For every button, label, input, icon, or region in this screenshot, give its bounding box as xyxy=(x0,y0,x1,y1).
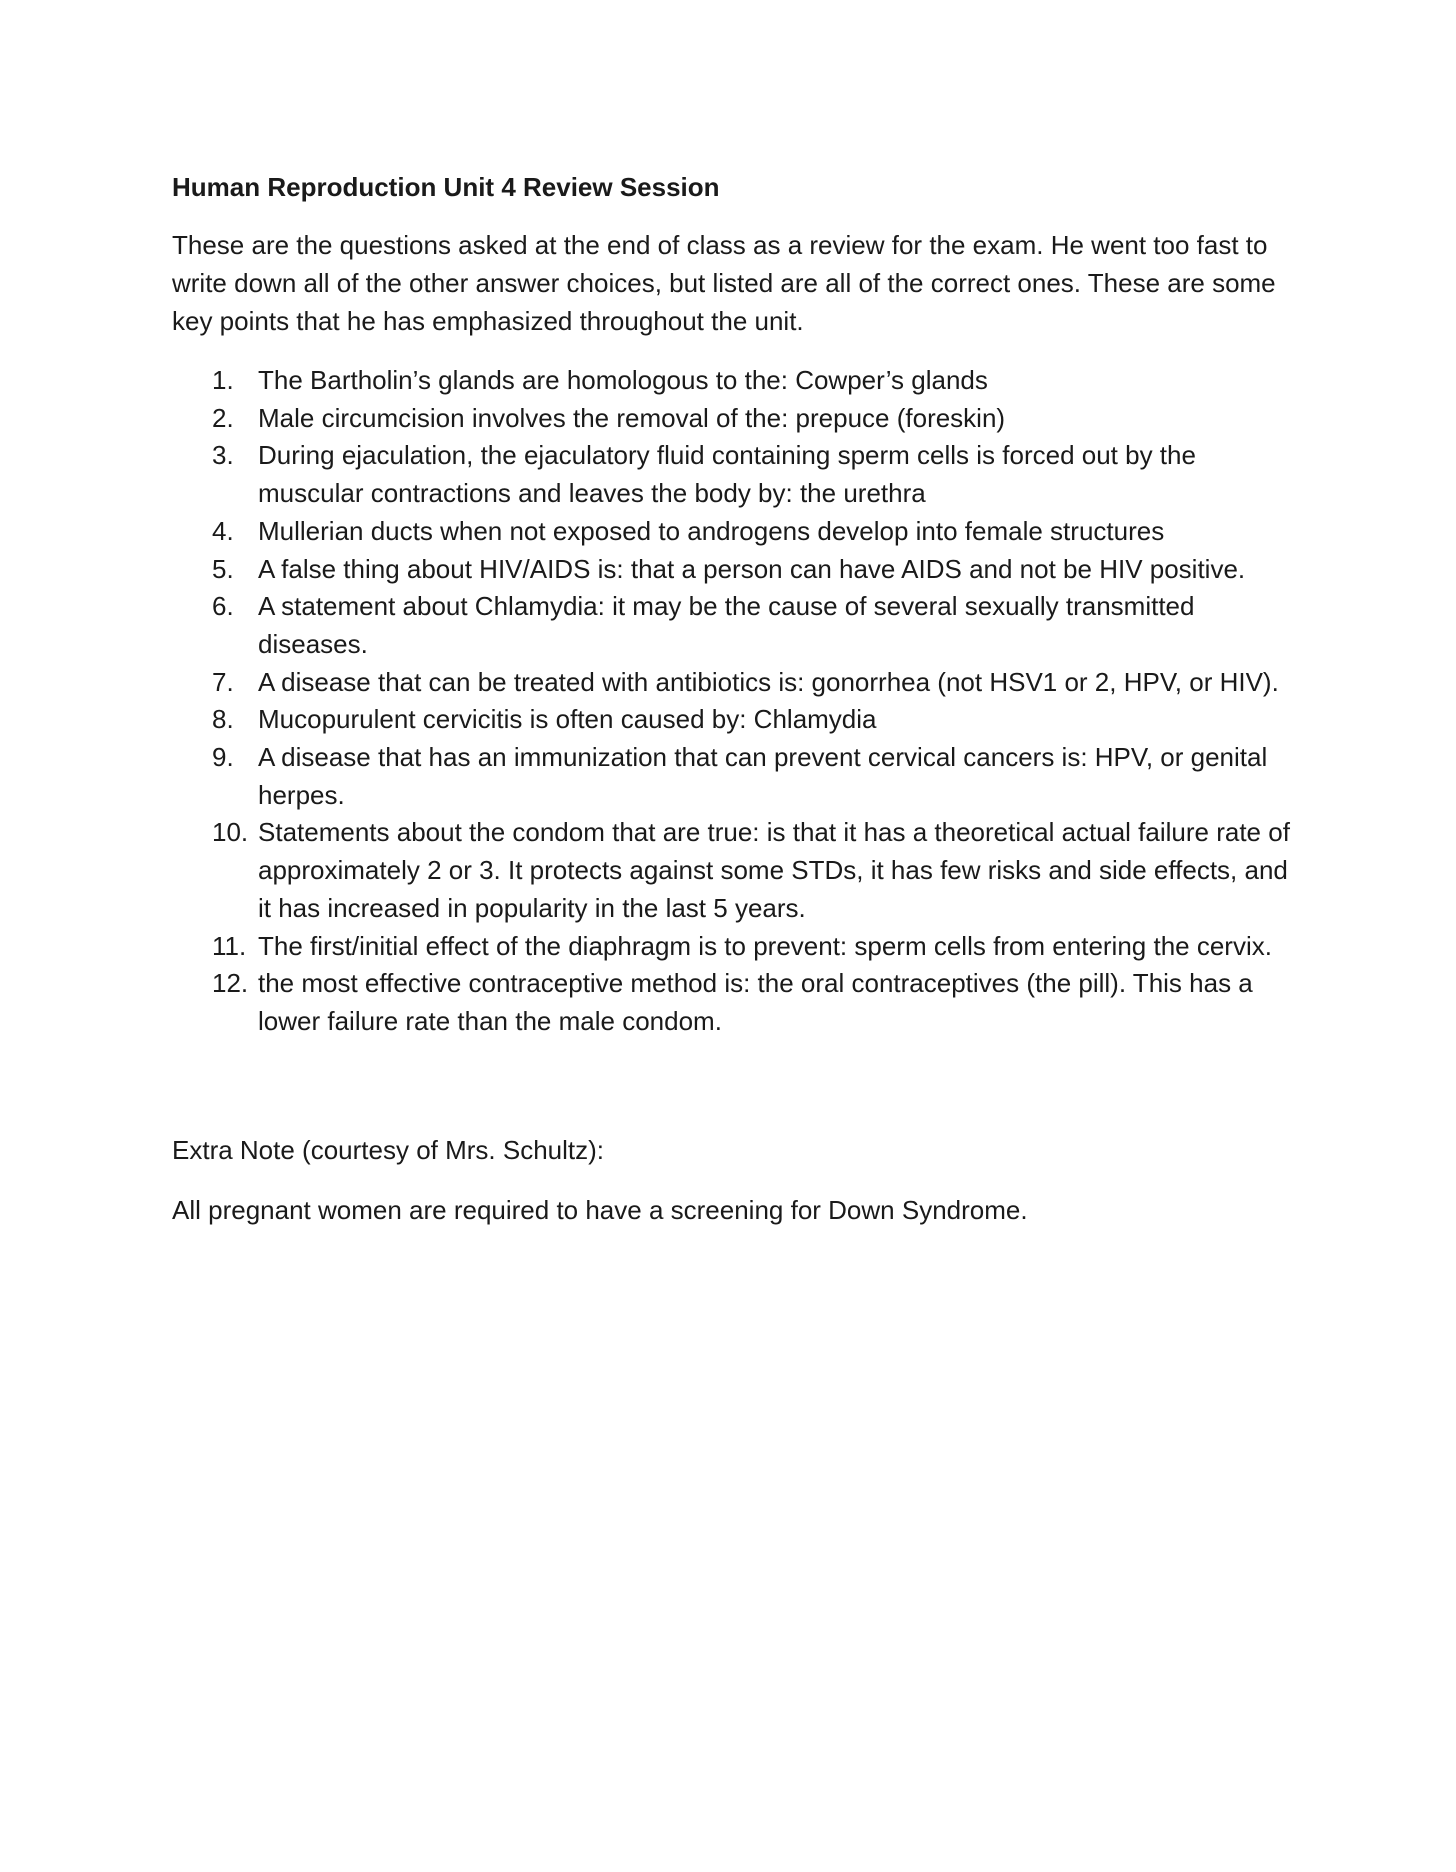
list-item xyxy=(172,965,1292,1040)
list-item xyxy=(172,739,1292,814)
list-item-number: 3. xyxy=(212,440,234,471)
list-item-text: Statements about the condom that are true: is that it has a theoretical actual failure rate of approximately 2 or 3. It protects against some STDs, it has few risks and side effects, and it has increased in popularity in the last 5 years. xyxy=(258,817,1290,923)
list-item-text: The Bartholin’s glands are homologous to the: Cowper’s glands xyxy=(258,365,988,395)
list-item-text: A statement about Chlamydia: it may be the cause of several sexually transmitted diseases. xyxy=(258,591,1195,659)
list-item xyxy=(172,513,1292,551)
list-item xyxy=(172,814,1292,927)
document-title: Human Reproduction Unit 4 Review Session xyxy=(172,172,720,202)
intro-paragraph: These are the questions asked at the end of class as a review for the exam. He went too fast to write down all of the other answer choices, but listed are all of the correct ones. These are some key points that he has emphasized throughout the unit. xyxy=(172,230,1276,336)
list-item xyxy=(172,551,1292,589)
list-item-text: the most effective contraceptive method is: the oral contraceptives (the pill). This has a lower failure rate than the male condom. xyxy=(258,968,1253,1036)
extra-note-heading: Extra Note (courtesy of Mrs. Schultz): xyxy=(172,1134,605,1165)
document-page xyxy=(172,168,1292,1229)
list-item-text: A disease that can be treated with antibiotics is: gonorrhea (not HSV1 or 2, HPV, or HIV). xyxy=(258,666,1279,697)
list-item-number: 9. xyxy=(212,742,234,773)
list-item xyxy=(172,928,1292,966)
list-item-number: 10. xyxy=(212,817,249,848)
list-item-text: During ejaculation, the ejaculatory fluid containing sperm cells is forced out by the muscular contractions and leaves the body by: the urethra xyxy=(258,440,1196,509)
list-item xyxy=(172,588,1292,663)
list-item xyxy=(172,701,1292,739)
list-item-text: Mullerian ducts when not exposed to androgens develop into female structures xyxy=(258,515,1165,546)
list-item-number: 7. xyxy=(212,666,234,697)
list-item-number: 12. xyxy=(212,968,249,999)
list-item-text: Mucopurulent cervicitis is often caused by: Chlamydia xyxy=(258,704,877,735)
list-item-text: A false thing about HIV/AIDS is: that a person can have AIDS and not be HIV positive. xyxy=(258,553,1246,584)
list-item-number: 11. xyxy=(212,930,247,961)
review-question-list xyxy=(172,362,1292,1041)
list-item xyxy=(172,437,1292,512)
extra-note-text: All pregnant women are required to have a screening for Down Syndrome. xyxy=(172,1194,1028,1225)
list-item-number: 8. xyxy=(212,704,234,735)
list-item-number: 4. xyxy=(212,515,234,546)
list-item xyxy=(172,400,1292,438)
list-item-number: 2. xyxy=(212,402,234,433)
list-item-text: The first/initial effect of the diaphragm is to prevent: sperm cells from entering the cervix. xyxy=(258,930,1272,961)
list-item-text: Male circumcision involves the removal of the: prepuce (foreskin) xyxy=(258,402,1006,433)
list-item xyxy=(172,362,1292,400)
list-item-number: 6. xyxy=(212,591,234,622)
list-item xyxy=(172,664,1292,702)
list-item-number: 5. xyxy=(212,553,234,584)
list-item-number: 1. xyxy=(212,365,234,395)
list-item-text: A disease that has an immunization that can prevent cervical cancers is: HPV, or genital herpes. xyxy=(258,742,1268,810)
